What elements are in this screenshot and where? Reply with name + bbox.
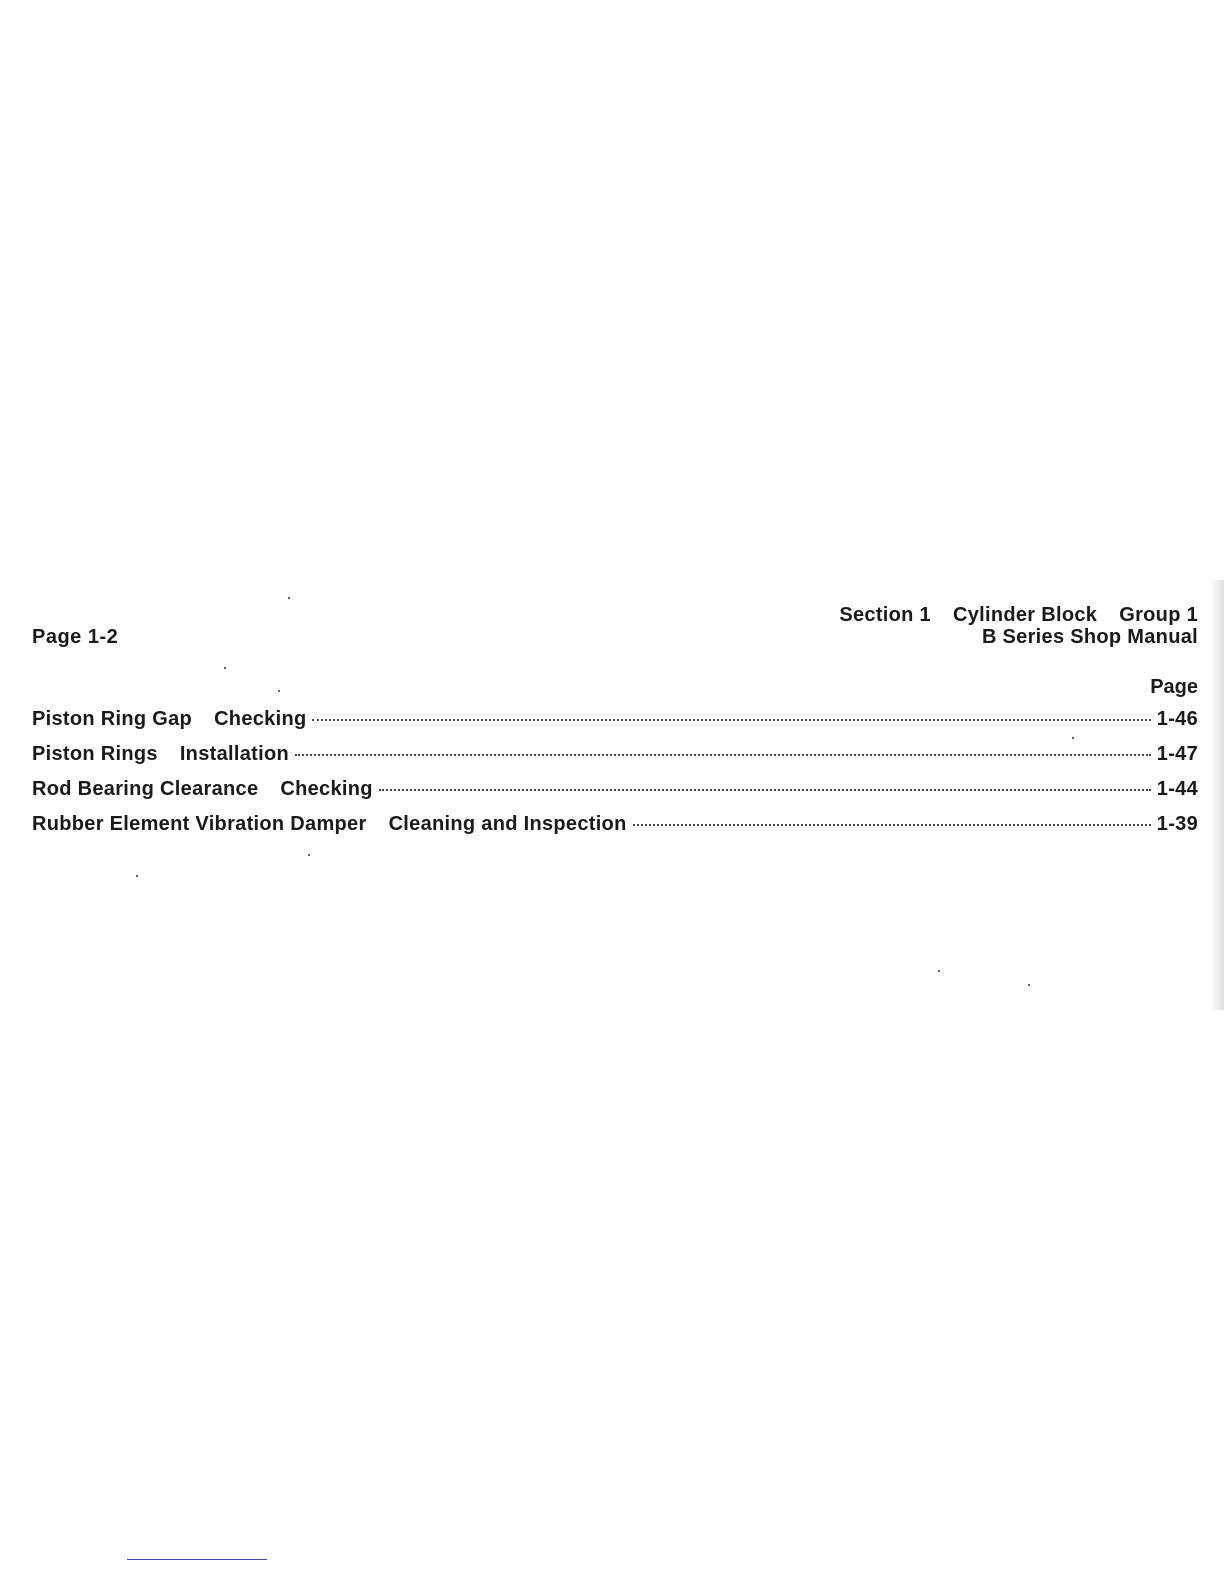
dot-leader: [633, 824, 1151, 826]
scan-speck: [224, 667, 226, 669]
dot-leader: [379, 789, 1151, 791]
scan-speck: [136, 875, 138, 877]
scan-speck: [308, 854, 310, 856]
table-of-contents: [32, 708, 1198, 848]
toc-entry-title: [32, 743, 289, 766]
toc-entry-topic: Rubber Element Vibration Damper: [32, 813, 367, 835]
toc-entry-page: 1-39: [1156, 813, 1198, 835]
header-section: Section 1: [839, 604, 931, 626]
toc-entry[interactable]: [32, 813, 1198, 848]
page-column-header: Page: [1150, 676, 1198, 698]
toc-entry-page: 1-46: [1156, 708, 1198, 730]
toc-entry-page: 1-47: [1156, 743, 1198, 765]
header-group: Group 1: [1119, 604, 1198, 626]
dot-leader: [312, 719, 1150, 721]
toc-entry-page: 1-44: [1156, 778, 1198, 800]
toc-entry-subtopic: Installation: [179, 743, 289, 765]
scan-speck: [288, 597, 290, 599]
toc-entry-title: [32, 708, 306, 731]
scan-speck: [938, 970, 940, 972]
toc-entry-topic: Piston Rings: [32, 743, 158, 765]
toc-entry[interactable]: [32, 743, 1198, 778]
toc-entry-subtopic: Checking: [214, 708, 307, 730]
scan-speck: [1072, 737, 1074, 739]
dot-leader: [295, 754, 1151, 756]
page-edge-shadow: [1210, 580, 1224, 1010]
running-header: [839, 604, 1198, 648]
scan-speck: [278, 690, 280, 692]
scan-speck: [1028, 984, 1030, 986]
header-section-line: [839, 604, 1198, 626]
toc-entry[interactable]: [32, 708, 1198, 743]
toc-entry[interactable]: [32, 778, 1198, 813]
header-title: Cylinder Block: [952, 604, 1098, 626]
toc-entry-title: [32, 813, 627, 836]
footer-rule: [127, 1559, 267, 1560]
page-number-label: Page 1-2: [32, 626, 119, 648]
toc-entry-subtopic: Checking: [280, 778, 373, 800]
toc-entry-topic: Rod Bearing Clearance: [32, 778, 259, 800]
toc-entry-title: [32, 778, 373, 801]
toc-entry-subtopic: Cleaning and Inspection: [388, 813, 627, 835]
toc-entry-topic: Piston Ring Gap: [32, 708, 193, 730]
header-manual: B Series Shop Manual: [981, 626, 1198, 648]
